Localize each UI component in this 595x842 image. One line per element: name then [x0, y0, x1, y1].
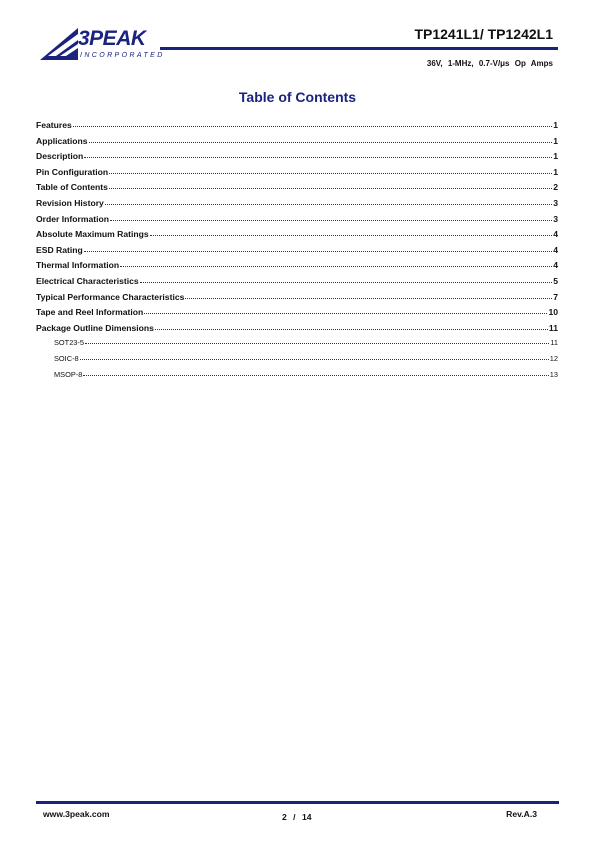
- toc-dot-leader: [105, 204, 552, 205]
- toc-entry-page: 3: [553, 213, 558, 224]
- toc-dot-leader: [140, 282, 553, 283]
- toc-entry-page: 10: [548, 307, 558, 318]
- toc-entry-page: 1: [553, 166, 558, 177]
- toc-entry[interactable]: [36, 260, 558, 276]
- document-title: TP1241L1/ TP1242L1: [414, 26, 553, 42]
- toc-entry-title: MSOP-8: [54, 369, 83, 379]
- toc-entry-title: Pin Configuration: [36, 166, 109, 177]
- toc-entry[interactable]: [36, 151, 558, 167]
- toc-entry[interactable]: [36, 167, 558, 183]
- toc-subentry[interactable]: [36, 354, 558, 370]
- toc-entry-page: 4: [553, 244, 558, 255]
- toc-entry-page: 3: [553, 197, 558, 208]
- toc-entry-title: Package Outline Dimensions: [36, 322, 154, 333]
- toc-entry[interactable]: [36, 276, 558, 292]
- toc-entry-title: Table of Contents: [36, 182, 108, 193]
- toc-entry[interactable]: [36, 198, 558, 214]
- footer-divider: [36, 801, 559, 804]
- toc-entry-page: 12: [549, 353, 558, 363]
- toc-entry-page: 4: [553, 260, 558, 271]
- toc-entry[interactable]: [36, 229, 558, 245]
- toc-entry-title: SOT23-5: [54, 338, 84, 348]
- toc-dot-leader: [109, 173, 552, 174]
- toc-entry-title: ESD Rating: [36, 244, 83, 255]
- toc-entry[interactable]: [36, 323, 558, 339]
- toc-subentry[interactable]: [36, 338, 558, 354]
- toc-entry[interactable]: [36, 245, 558, 261]
- toc-dot-leader: [84, 157, 552, 158]
- toc-entry-title: Features: [36, 120, 72, 130]
- toc-entry-page: 11: [550, 338, 558, 348]
- toc-dot-leader: [83, 375, 548, 376]
- toc-entry-page: 2: [553, 182, 558, 193]
- toc-entry-title: Revision History: [36, 197, 104, 208]
- toc-dot-leader: [80, 359, 549, 360]
- toc-heading: Table of Contents: [238, 89, 357, 105]
- toc-entry[interactable]: [36, 292, 558, 308]
- toc-dot-leader: [144, 313, 547, 314]
- footer-website[interactable]: www.3peak.com: [43, 809, 110, 819]
- toc-entry-page: 5: [553, 275, 558, 286]
- footer-revision: Rev.A.3: [506, 809, 537, 819]
- toc-entry-title: Description: [36, 151, 84, 162]
- toc-entry-title: Tape and Reel Information: [36, 307, 144, 318]
- toc-dot-leader: [155, 329, 548, 330]
- toc-dot-leader: [185, 298, 552, 299]
- header-divider: [160, 47, 558, 50]
- toc-dot-leader: [109, 188, 552, 189]
- toc-dot-leader: [120, 266, 552, 267]
- toc-entry[interactable]: [36, 307, 558, 323]
- toc-entry-page: 7: [553, 291, 558, 302]
- toc-entry[interactable]: [36, 214, 558, 230]
- toc-dot-leader: [85, 343, 549, 344]
- toc-entry[interactable]: [36, 136, 558, 152]
- footer-page-number: 2 / 14: [282, 812, 312, 822]
- toc-entry-page: 1: [553, 135, 558, 146]
- document-subtitle: 36V, 1-MHz, 0.7-V/μs Op Amps: [426, 59, 553, 68]
- toc-entry-page: 4: [553, 229, 558, 240]
- toc-entry[interactable]: [36, 182, 558, 198]
- toc-dot-leader: [89, 142, 553, 143]
- toc-dot-leader: [150, 235, 553, 236]
- toc-dot-leader: [84, 251, 552, 252]
- toc-entry-title: Order Information: [36, 213, 110, 224]
- brand-subtitle: INCORPORATED: [80, 52, 165, 59]
- toc-dot-leader: [110, 220, 552, 221]
- toc-entry-title: SOIC-8: [54, 353, 79, 363]
- toc-entry-page: 11: [548, 322, 558, 333]
- toc-dot-leader: [73, 126, 552, 127]
- toc-entry-page: 1: [553, 120, 558, 130]
- toc-entry[interactable]: [36, 120, 558, 136]
- toc-entry-page: 1: [553, 151, 558, 162]
- toc-entry-title: Absolute Maximum Ratings: [36, 229, 149, 240]
- brand-name: 3PEAK: [78, 27, 146, 50]
- toc-entry-page: 13: [549, 369, 558, 379]
- toc-entry-title: Electrical Characteristics: [36, 275, 139, 286]
- toc-subentry[interactable]: [36, 370, 558, 386]
- table-of-contents: [36, 120, 558, 385]
- toc-entry-title: Applications: [36, 135, 88, 146]
- toc-entry-title: Thermal Information: [36, 260, 120, 271]
- toc-entry-title: Typical Performance Characteristics: [36, 291, 185, 302]
